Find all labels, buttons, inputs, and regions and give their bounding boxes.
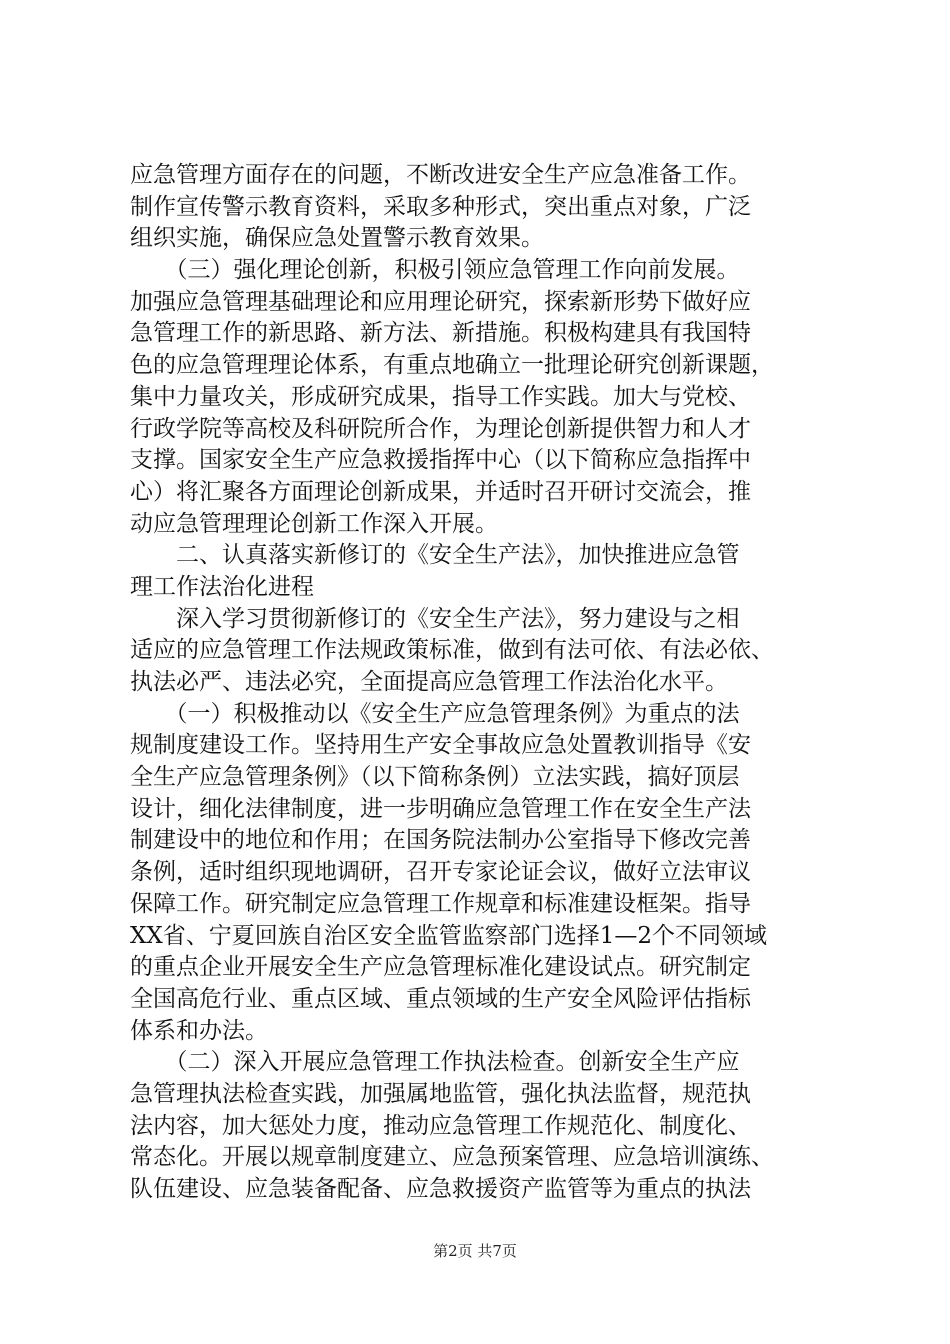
text-line: 条例，适时组织现地调研，召开专家论证会议，做好立法审议 (130, 859, 751, 886)
text-line: 急管理执法检查实践，加强属地监管，强化执法监督，规范执 (130, 1080, 751, 1107)
section-heading-line: 二、认真落实新修订的《安全生产法》，加快推进应急管 (130, 542, 740, 569)
section-heading-line: 理工作法治化进程 (130, 573, 314, 600)
text-line: （一）积极推动以《安全生产应急管理条例》为重点的法 (130, 700, 740, 727)
text-line: 制建设中的地位和作用；在国务院法制办公室指导下修改完善 (130, 827, 751, 854)
text-line: 支撑。国家安全生产应急救援指挥中心（以下简称应急指挥中 (130, 447, 751, 474)
text-line: 心）将汇聚各方面理论创新成果，并适时召开研讨交流会，推 (130, 478, 751, 505)
text-line: 设计，细化法律制度，进一步明确应急管理工作在安全生产法 (130, 795, 751, 822)
text-line: 的重点企业开展安全生产应急管理标准化建设试点。研究制定 (130, 954, 751, 981)
text-line: （二）深入开展应急管理工作执法检查。创新安全生产应 (130, 1049, 740, 1076)
text-line: （三）强化理论创新，积极引领应急管理工作向前发展。 (130, 257, 740, 284)
text-line: 体系和办法。 (130, 1017, 268, 1044)
text-line: 应急管理方面存在的问题，不断改进安全生产应急准备工作。 (130, 162, 751, 188)
text-line: 队伍建设、应急装备配备、应急救援资产监管等为重点的执法 (130, 1176, 751, 1202)
text-line: 加强应急管理基础理论和应用理论研究，探索新形势下做好应 (130, 288, 751, 315)
text-line: 规制度建设工作。坚持用生产安全事故应急处置教训指导《安 (130, 732, 751, 759)
text-line: 法内容，加大惩处力度，推动应急管理工作规范化、制度化、 (130, 1112, 751, 1139)
text-line: 制作宣传警示教育资料，采取多种形式，突出重点对象，广泛 (130, 193, 751, 220)
text-line: 组织实施，确保应急处置警示教育效果。 (130, 225, 544, 252)
text-line: 色的应急管理理论体系，有重点地确立一批理论研究创新课题， (130, 352, 774, 379)
page-number-footer: 第2页 共7页 (433, 1242, 517, 1260)
text-line: 急管理工作的新思路、新方法、新措施。积极构建具有我国特 (130, 320, 751, 347)
text-line: 全国高危行业、重点区域、重点领域的生产安全风险评估指标 (130, 985, 751, 1012)
text-line: 适应的应急管理工作法规政策标准，做到有法可依、有法必依、 (130, 637, 774, 664)
document-body (130, 160, 830, 1206)
text-line: XX省、宁夏回族自治区安全监管监察部门选择1—2个不同领域 (130, 922, 768, 949)
text-line: 执法必严、违法必究，全面提高应急管理工作法治化水平。 (130, 669, 728, 695)
text-line: 动应急管理理论创新工作深入开展。 (130, 510, 498, 537)
text-line: 深入学习贯彻新修订的《安全生产法》，努力建设与之相 (130, 605, 740, 632)
text-line: 保障工作。研究制定应急管理工作规章和标准建设框架。指导 (130, 890, 751, 917)
text-line: 行政学院等高校及科研院所合作，为理论创新提供智力和人才 (130, 415, 751, 442)
text-line: 全生产应急管理条例》（以下简称条例）立法实践，搞好顶层 (130, 764, 740, 791)
text-line: 集中力量攻关，形成研究成果，指导工作实践。加大与党校、 (130, 383, 751, 410)
text-line: 常态化。开展以规章制度建立、应急预案管理、应急培训演练、 (130, 1144, 774, 1171)
